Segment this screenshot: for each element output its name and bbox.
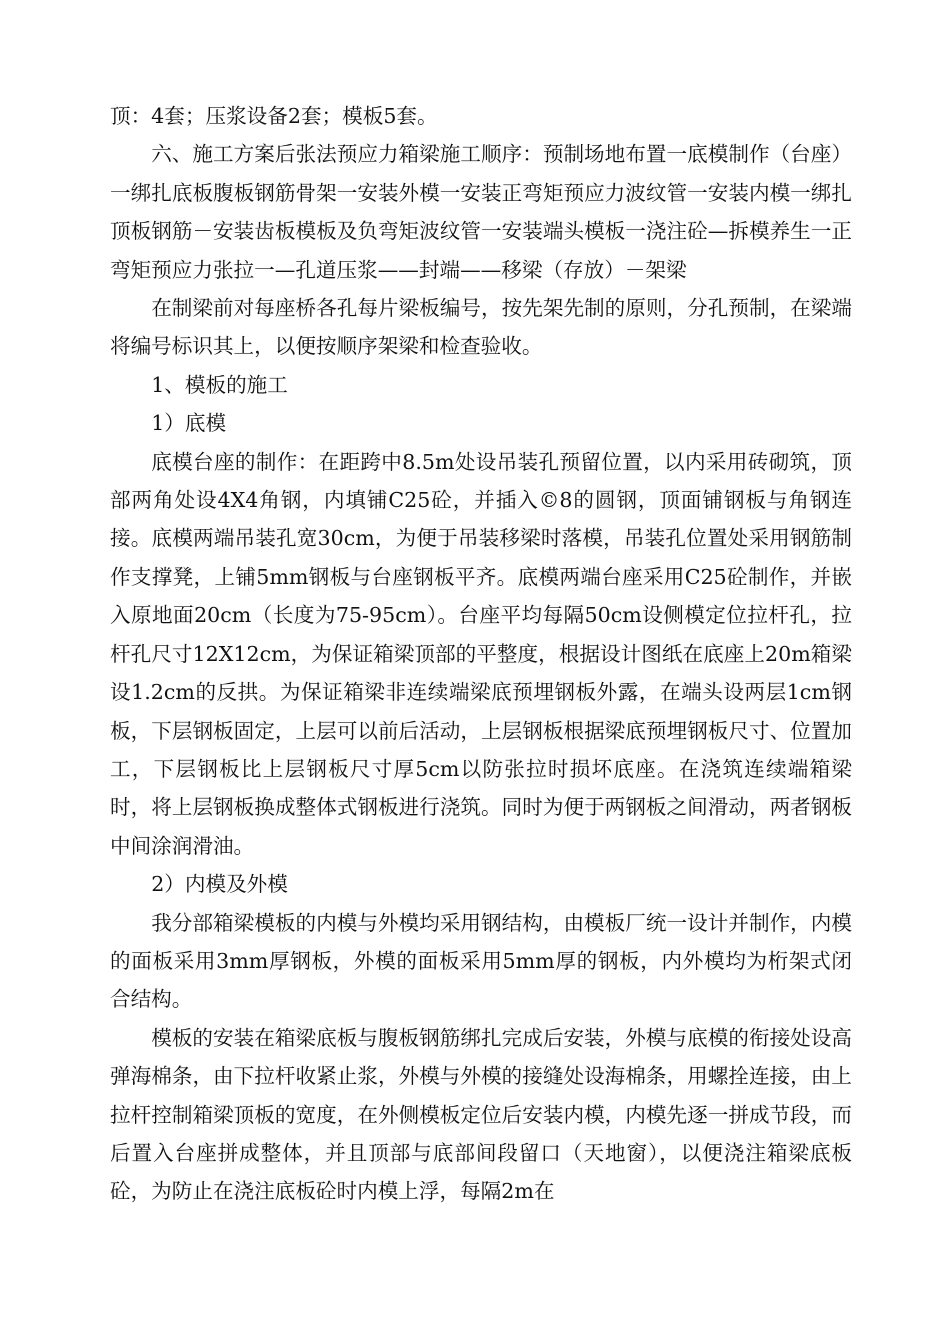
paragraph-3: 在制梁前对每座桥各孔每片梁板编号，按先架先制的原则，分孔预制，在梁端将编号标识其上，以便按顺序架梁和检查验收。: [110, 296, 852, 359]
subsection-heading-1: 1）底模: [151, 411, 227, 436]
document-body: [110, 97, 852, 1211]
subsection-heading-2: 2）内模及外模: [151, 872, 288, 897]
paragraph-2: 六、施工方案后张法预应力箱梁施工顺序：预制场地布置一底模制作（台座）一绑扎底板腹板钢筋骨架一安装外模一安装正弯矩预应力波纹管一安装内模一绑扎顶板钢筋－安装齿板模板及负弯矩波纹管一安装端头模板一浇注砼—拆模养生一正弯矩预应力张拉一—孔道压浆——封端——移梁（存放）－架梁: [110, 142, 852, 282]
paragraph-4: 底模台座的制作：在距跨中8.5m处设吊装孔预留位置，以内采用砖砌筑，顶部两角处设4X4角钢，内填铺C25砼，并插入©8的圆钢，顶面铺钢板与角钢连接。底模两端吊装孔宽30cm，为便于吊装移梁时落模，吊装孔位置处采用钢筋制作支撑凳，上铺5mm钢板与台座钢板平齐。底模两端台座采用C25砼制作，并嵌入原地面20cm（长度为75-95cm）。台座平均每隔50cm设侧模定位拉杆孔，拉杆孔尺寸12X12cm，为保证箱梁顶部的平整度，根据设计图纸在底座上20m箱梁设1.2cm的反拱。为保证箱梁非连续端梁底预埋钢板外露，在端头设两层1cm钢板，下层钢板固定，上层可以前后活动，上层钢板根据梁底预埋钢板尺寸、位置加工，下层钢板比上层钢板尺寸厚5cm以防张拉时损坏底座。在浇筑连续端箱梁时，将上层钢板换成整体式钢板进行浇筑。同时为便于两钢板之间滑动，两者钢板中间涂润滑油。: [110, 449, 852, 858]
paragraph-5: 我分部箱梁模板的内模与外模均采用钢结构，由模板厂统一设计并制作，内模的面板采用3mm厚钢板，外模的面板采用5mm厚的钢板，内外模均为桁架式闭合结构。: [110, 910, 852, 1012]
section-heading-1: 1、模板的施工: [151, 372, 288, 397]
paragraph-1: 顶：4套；压浆设备2套；模板5套。: [110, 104, 438, 128]
paragraph-6: 模板的安装在箱梁底板与腹板钢筋绑扎完成后安装，外模与底模的衔接处设高弹海棉条，由下拉杆收紧止浆，外模与外模的接缝处设海棉条，用螺拴连接，由上拉杆控制箱梁顶板的宽度，在外侧模板定位后安装内模，内模先逐一拼成节段，而后置入台座拼成整体，并且顶部与底部间段留口（天地窗），以便浇注箱梁底板砼，为防止在浇注底板砼时内模上浮，每隔2m在: [110, 1025, 852, 1204]
